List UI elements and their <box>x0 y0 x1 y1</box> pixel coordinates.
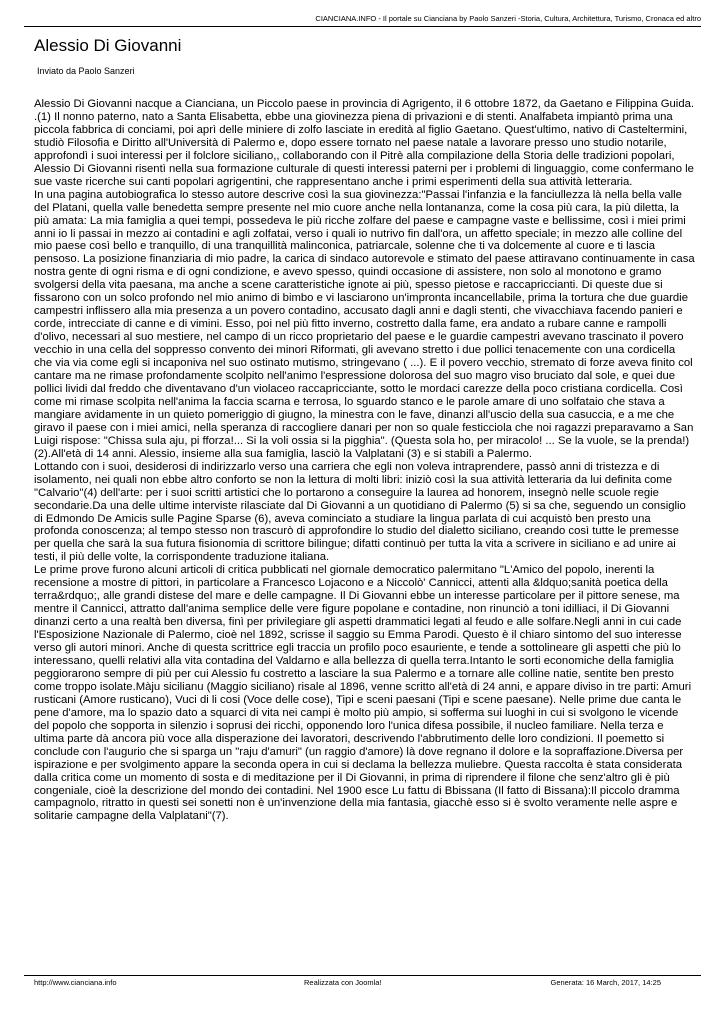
footer-url[interactable]: http://www.cianciana.info <box>34 978 117 987</box>
paragraph: Le prime prove furono alcuni articoli di critica pubblicati nel giornale democratico palermitano "L'Amico del popolo, inerenti la recensione a mostre di pittori, in particolare a Francesco Lojacono e a Niccolò' Cannicci, attenti alla &ldquo;sanità poetica della terra&rdquo;, alle grandi distese del mare e delle campagne. Il Di Giovanni ebbe un interesse particolare per il pittore senese, ma mentre il Cannicci, attratto dall'anima semplice delle vere figure popolane e contadine, non rinunciò a toni idilliaci, il Di Giovanni dinanzi certo a una realtà ben diversa, finì per privilegiare gli aspetti drammatici legati al feudo e alle solfare.Negli anni in cui cade l'Esposizione Nazionale di Palermo, cioè nel 1892, scrisse il saggio su Emma Parodi. Questo è il chiaro sintomo del suo interesse verso gli autori minori. Anche di questa scrittrice egli traccia un profilo poco esauriente, e tende a sottolineare gli aspetti che più lo interessano, quelli relativi alla vita contadina del Valdarno e alla bellezza di quella terra.Intanto le sorti economiche della famiglia peggiorarono sempre di più per cui Alessio fu costretto a lasciare la sua Palermo e a tornare alle colline natie, sentite ben presto come troppo isolate.Màju sicilianu (Maggio siciliano) risale al 1896, venne scritto all'età di 24 anni, e appare diviso in tre parti: Amuri rusticani (Amore rusticano), Vuci di li cosi (Voce delle cose), Tipi e sceni paesani (Tipi e scene paesane). Nelle prime due canta le pene d'amore, ma lo spazio dato a squarci di vita nei campi è molto più ampio, si sofferma sui luoghi in cui si svolgono le vicende del popolo che sopporta in silenzio i soprusi dei ricchi, opponendo loro l'unica difesa possibile, il nucleo familiare. Nella terza e ultima parte dà ancora più voce alla disperazione dei lavoratori, descrivendo l'abbrutimento delle loro condizioni. Il poemetto si conclude con l'augurio che si sparga un "raju d'amuri" (un raggio d'amore) là dove regnano il dolore e la sopraffazione.Diversa per ispirazione e per svolgimento appare la seconda opera in cui si declama la bellezza muliebre. Questa raccolta è stata considerata dalla critica come un momento di sosta e di meditazione per il Di Giovanni, in prima di riprendere il filone che senz'altro gli è più congeniale, cioè la descrizione del mondo dei contadini. Nel 1900 esce Lu fattu di Bbissana (Il fatto di Bissana):Il piccolo dramma campagnolo, ritratto in questi sei sonetti non è un'invenzione della mia fantasia, giacchè esso si è svolto veramente nelle aspre e solitarie campagne della Valplatani"(7). <box>34 564 692 823</box>
article-byline: Inviato da Paolo Sanzeri <box>37 66 135 76</box>
page-footer <box>34 978 661 988</box>
paragraph: .(1) Il nonno paterno, nato a Santa Elisabetta, ebbe una giovinezza piena di privazioni e di stenti. Analfabeta impiantò prima una piccola fabbrica di conciami, poi aprì delle miniere di zolfo lasciate in eredità al figlio Gaetano. Quest'ultimo, nativo di Casteltermini, studiò Filosofia e Diritto all'Università di Palermo e, dopo essere tornato nel paese natale a lavorare presso uno studio notarile, approfondì i suoi interessi per il folclore siciliano,, collaborando con il Pitrè alla compilazione della Storia delle tradizioni popolari, Alessio Di Giovanni risentì nella sua formazione culturale di questi interessi paterni per i problemi di linguaggio, come confermano le sue vaste ricerche sui canti popolari agrigentini, che rappresentano anche i primi esperimenti della sua attività letteraria. <box>34 110 694 188</box>
article-body <box>34 98 695 823</box>
paragraph: Lottando con i suoi, desiderosi di indirizzarlo verso una carriera che egli non voleva intraprendere, passò anni di tristezza e di isolamento, nei quali non ebbe altro conforto se non la lettura di molti libri: iniziò così la sua attività letteraria da lui definita come "Calvario"(4) dell'arte: per i suoi scritti artistici che lo portarono a conseguire la laurea ad honorem, insegnò nelle scuole regie secondarie.Da una delle ultime interviste rilasciate dal Di Giovanni a un quotidiano di Palermo (5) si sa che, seguendo un consiglio di Edmondo De Amicis sulle Pagine Sparse (6), aveva cominciato a studiare la lingua parlata di cui acquistò ben presto una profonda conoscenza; al tempo stesso non trascurò di approfondire lo studio del dialetto siciliano, creando così tutte le premesse per quella che sarà la sua futura fisionomia di scrittore bilingue; difatti continuò per tutta la vita a scrivere in siciliano e ad unire ai testi, il più delle volte, la corrispondente traduzione italiana. <box>34 460 686 564</box>
header-divider <box>24 26 701 27</box>
footer-divider <box>24 975 701 976</box>
paragraph: Alessio Di Giovanni nacque a Cianciana, un Piccolo paese in provincia di Agrigento, il 6 ottobre 1872, da Gaetano e Filippina Guida. <box>34 98 695 110</box>
footer-credit: Realizzata con Joomla! <box>304 978 382 987</box>
paragraph: In una pagina autobiografica lo stesso autore descrive così la sua giovinezza:"Passai l'infanzia e la fanciullezza là nella bella valle del Platani, quella valle benedetta sempre presente nel mio cuore anche nella lontananza, come la cosa più cara, la più diletta, la più amata: La mia famiglia a quei tempi, possedeva le più ricche zolfare del paese e campagne vaste e bellissime, così i miei primi anni io li passai in mezzo ai contadini e agli zolfatai, verso i quali io nutrivo fin dall'ora, un affetto speciale; in mezzo alle colline del mio paese così bello e tranquillo, di una tranquillità malinconica, patriarcale, solenne che ti va dolcemente al cuore e ti lascia pensoso. La posizione finanziaria di mio padre, la carica di sindaco autorevole e stimato del paese attiravano continuamente in casa nostra gente di ogni risma e di ogni condizione, e avevo spesso, quindi occasione di assistere, non solo al monotono e gramo svolgersi della vita paesana, ma anche a scene caratteristiche ignote ai più, spesso pietose e raccapriccianti. Di queste due si fissarono con un solco profondo nel mio animo di bimbo e vi lasciarono un'impronta incancellabile, prima la tortura che due guardie campestri inflissero alla mia presenza a un povero contadino, accusato dagli anni e dagli stenti, che vivacchiava facendo panieri e corde, intrecciate di canne e di vimini. Esso, poi nel più fitto inverno, costretto dalla fame, era andato a rubare canne e rampolli d'olivo, necessari al suo mestiere, nel campo di un ricco proprietario del paese e le guardie campestri avevano trascinato il povero vecchio in una cella del soppresso convento dei minori Riformati, gli avevano stretto i due pollici tenacemente con una cordicella che via via come egli si incaponiva nel suo ostinato mutismo, stringevano ( ...). E il povero vecchio, stremato di forze aveva finito col cantare ma ne rimase profondamente scolpito nell'animo l'espressione dolorosa del suo magro viso bruciato dal sole, e quei due pollici lividi dal freddo che diventavano d'un violaceo raccapricciante, sotto le mordaci carezze della poco cristiana cordicella. Così come mi rimase scolpita nell'anima la faccia scarna e terrosa, lo sguardo stanco e le parole amare di uno solfataio che stava a mangiare avidamente in un quieto pomeriggio di giugno, la minestra con le fave, dinanzi all'uscio della sua casuccia, e a me che giravo il paese con i miei amici, nella speranza di raccogliere danari per non so quale festicciola che noi ragazzi preparavamo a San Luigi rispose: "Chissa sula aju, pi fforza!... Si la voli ossia si la pigghia". (Questa sola ho, per miracolo! ... Se la vuole, se la prenda!) (2).All'età di 14 anni. Alessio, insieme alla sua famiglia, lasciò la Valplatani (3) e si stabilì a Palermo. <box>34 188 695 460</box>
site-header: CIANCIANA.INFO - Il portale su Cianciana by Paolo Sanzeri -Storia, Cultura, Architettura, Turismo, Cronaca ed altro <box>315 14 701 23</box>
footer-generated: Generata: 16 March, 2017, 14:25 <box>550 978 661 987</box>
article-title: Alessio Di Giovanni <box>34 36 182 55</box>
